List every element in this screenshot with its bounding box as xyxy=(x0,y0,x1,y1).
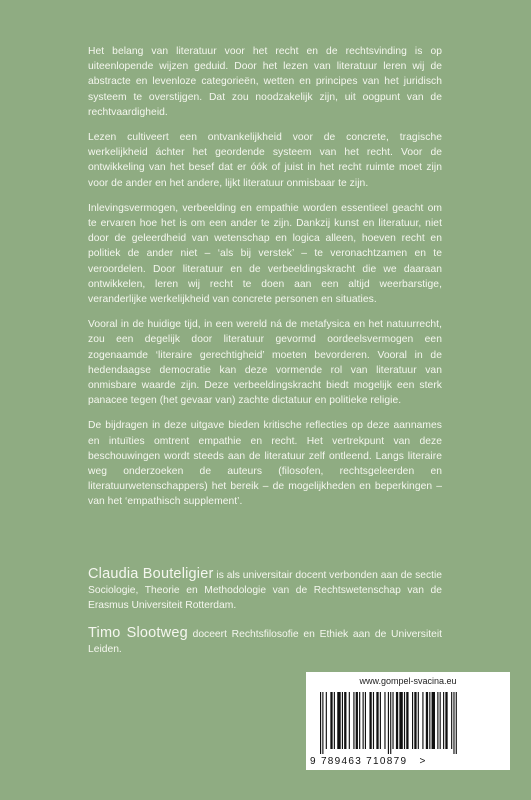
barcode-bar xyxy=(443,692,444,749)
barcode-bar xyxy=(390,692,391,754)
blurb-paragraph-1: Het belang van literatuur voor het recht en de rechtsvinding is op uiteenlopende wijzen geduid. Door het lezen van literatuur leren wij de abstracte en levenloze categorieën, wetten en principes van het juridisch systeem te overstijgen. Dat zou noodzakelijk zijn, uit oogpunt van de rechtvaardigheid. xyxy=(88,46,442,118)
barcode-bar xyxy=(392,692,393,749)
author-bio-text-1: is als universitair docent verbonden aan de sectie Sociologie, Theorie en Methodologie van de Rechtswetenschap van de Erasmus Universiteit Rotterdam. xyxy=(88,570,442,611)
barcode-bar xyxy=(384,692,385,749)
barcode-digits xyxy=(310,756,508,767)
barcode-bar xyxy=(404,692,405,749)
author-bio-2 xyxy=(88,626,442,657)
barcode-bar xyxy=(322,692,323,754)
barcode-bar xyxy=(388,692,389,754)
barcode-bar xyxy=(369,692,371,749)
barcode-bar xyxy=(414,692,416,749)
barcode-bar xyxy=(453,692,454,754)
barcode-bar xyxy=(376,692,378,749)
barcode-bar xyxy=(426,692,428,749)
barcode-bar xyxy=(422,692,423,749)
barcode-bar xyxy=(337,692,340,749)
barcode-bar xyxy=(334,692,335,749)
author-bio-1 xyxy=(88,567,442,613)
barcode-bar xyxy=(432,692,435,749)
barcode-bar xyxy=(356,692,358,749)
barcode-bar xyxy=(326,692,327,749)
author-name-2: Timo Slootweg xyxy=(88,625,188,641)
barcode-icon xyxy=(318,692,498,754)
blurb-paragraph-4: Vooral in de huidige tijd, in een wereld ná de metafysica en het natuurrecht, zou een degelijk door literatuur gevormd oordeelsvermogen een zogenaamde ‘literaire gerechtigheid’ moeten bevorderen. Vooral in de hedendaagse democratie kan deze vormende rol van literatuur van onmisbare waarde zijn. Deze verbeeldingskracht biedt mogelijk een sterk panacee tegen (het gevaar van) zachte dictatuur en politieke religie. xyxy=(88,319,442,407)
barcode-bar xyxy=(344,692,346,749)
barcode-bar xyxy=(406,692,408,749)
blurb xyxy=(88,44,442,520)
blurb-paragraph-3: Inlevingsvermogen, verbeelding en empathie worden essentieel geacht om te ervaren hoe het is om een ander te zijn. Dankzij kunst en literatuur, niet door de geleerdheid van wetenschap en logica alleen, hoeven recht en politiek de ander niet – ‘als bij verstek’ – te veronachtzamen en te veroordelen. Door literatuur en de verbeeldingskracht die we daaraan ontwikkelen, leren wij recht te doen aan een altijd weerbarstige, veranderlijke werkelijkheid van concrete personen en situaties. xyxy=(88,202,442,306)
isbn-digits: 9 789463 710879 xyxy=(310,756,408,767)
barcode-bar xyxy=(396,692,398,749)
barcode-arrow: > xyxy=(419,756,427,767)
barcode-bar xyxy=(412,692,413,749)
barcode-bar xyxy=(363,692,364,749)
barcode-bar xyxy=(399,692,402,749)
barcode-bar xyxy=(359,692,360,749)
blurb-paragraph-2: Lezen cultiveert een ontvankelijkheid voor de concrete, tragische werkelijkheid áchter het geordende systeem van het recht. Voor de ontwikkeling van het besef dat er óók of juist in het recht ruimte moet zijn voor de ander en het andere, lijkt literatuur onmisbaar te zijn. xyxy=(88,132,442,189)
barcode-bar xyxy=(320,692,321,754)
barcode-bar xyxy=(437,692,438,749)
author-name-1: Claudia Bouteligier xyxy=(88,566,214,582)
barcode-bar xyxy=(330,692,332,749)
barcode-bar xyxy=(342,692,343,749)
barcode-bar xyxy=(380,692,381,749)
barcode-bar xyxy=(429,692,430,749)
barcode-bar xyxy=(353,692,354,749)
publisher-url: www.gompel-svacina.eu xyxy=(359,676,457,686)
barcode-bar xyxy=(445,692,447,749)
barcode-bar xyxy=(365,692,366,749)
barcode-bar xyxy=(456,692,457,754)
blurb-paragraph-5: De bijdragen in deze uitgave bieden kritische reflecties op deze aannames en intuïties omtrent empathie en recht. Het vertrekpunt van deze beschouwingen wordt steeds aan de literatuur zelf ontleend. Langs literaire weg onderzoeken de auteurs (filosofen, rechtsgeleerden en literatuurwetenschappers) het bereik – de mogelijkheden en beperkingen – van het ‘empathisch supplement’. xyxy=(88,420,442,508)
barcode-bar xyxy=(418,692,419,749)
barcode-bar xyxy=(440,692,441,749)
barcode-box xyxy=(306,672,510,770)
barcode-bar xyxy=(349,692,350,749)
author-bio-text-2: doceert Rechtsfilosofie en Ethiek aan de Universiteit Leiden. xyxy=(88,629,442,655)
barcode-bar xyxy=(451,692,452,749)
barcode-bar xyxy=(373,692,374,749)
